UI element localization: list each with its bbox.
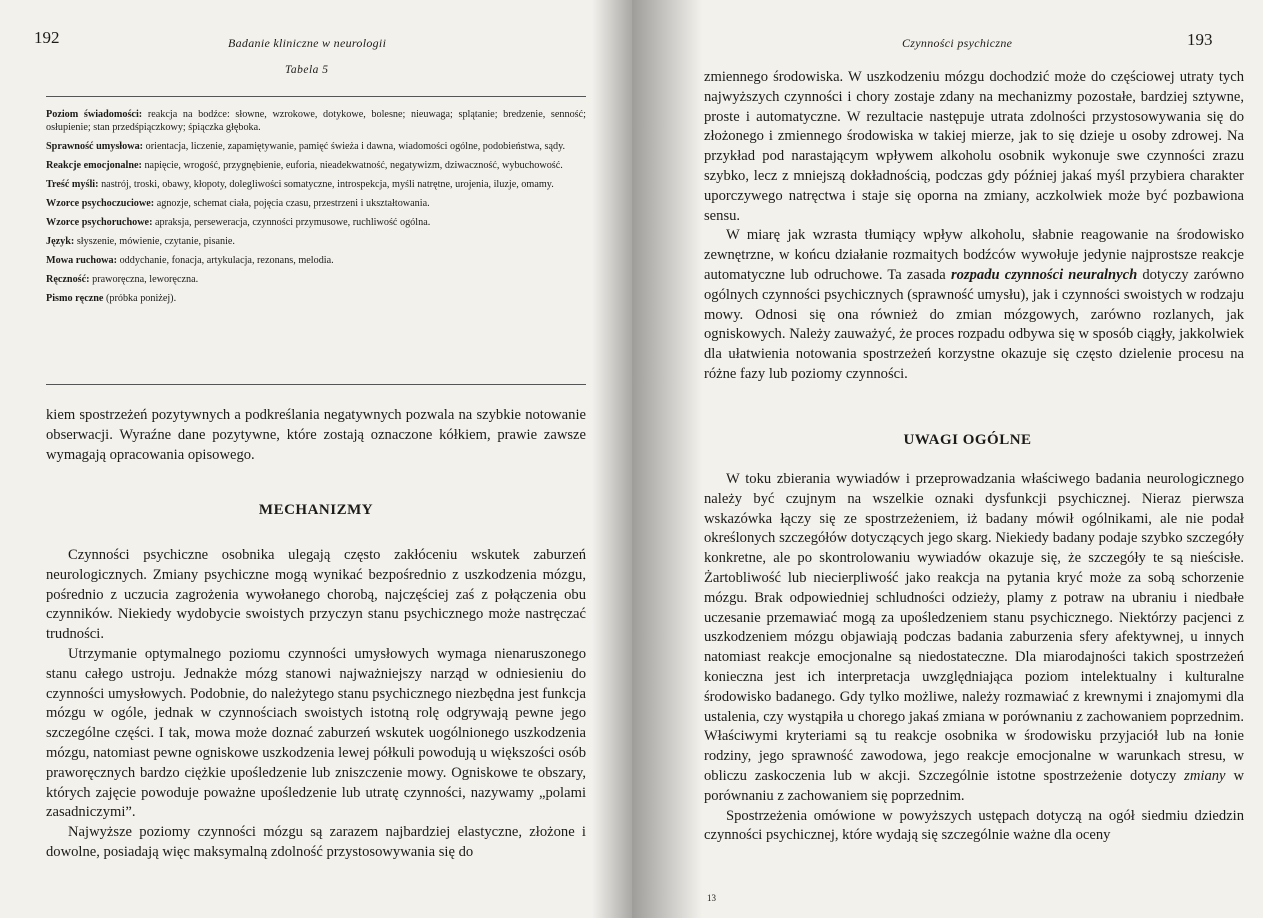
table-row: Język: słyszenie, mówienie, czytanie, pisanie. <box>46 236 235 247</box>
table-bottom-rule <box>46 384 586 385</box>
page-number-left: 192 <box>34 28 60 47</box>
table-row: Reakcje emocjonalne: napięcie, wrogość, przygnębienie, euforia, nieadekwatność, negatywizm, dziwaczność, wybuchowość. <box>46 160 563 171</box>
table-row: Wzorce psychoczuciowe: agnozje, schemat ciała, pojęcia czasu, przestrzeni i ukształtowania. <box>46 198 430 209</box>
table-row: Mowa ruchowa: oddychanie, fonacja, artykulacja, rezonans, melodia. <box>46 255 334 266</box>
section-heading-uwagi-ogolne: UWAGI OGÓLNE <box>903 432 1032 448</box>
gutter-shadow <box>632 0 702 918</box>
body-text-general-remarks <box>704 470 1244 846</box>
body-text-mechanisms <box>46 546 586 863</box>
running-head-left: Badanie kliniczne w neurologii <box>228 36 387 50</box>
section-heading-mechanizmy: MECHANIZMY <box>258 502 374 518</box>
table-title: Tabela 5 <box>285 64 329 76</box>
body-text-continued <box>704 68 1244 385</box>
table-row: Poziom świadomości: reakcja na bodźce: słowne, wzrokowe, dotykowe, bolesne; nieuwaga; splątanie; bredzenie, senność; osłupienie; stan przedśpiączkowy; śpiączka głęboka. <box>46 109 587 133</box>
table-row: Pismo ręczne (próbka poniżej). <box>46 293 177 304</box>
paragraph: W miarę jak wzrasta tłumiący wpływ alkoholu, słabnie reagowanie na środowisko zewnętrzne, w końcu działanie rozmaitych bodźców wywołuje jedynie najprostsze reakcje automatyczne lub odruchowe. Ta zasada rozpadu czynności neuralnych dotyczy zarówno ogólnych czynności psychicznych (sprawność umysłu), jak i czynności swoistych w rodzaju mowy. Odnosi się ona również do zmian mózgowych, zarówno rozlanych, jak ogniskowych. Należy zauważyć, że proces rozpadu odbywa się w sposób ciągły, jakkolwiek dla ułatwienia notowania spostrzeżeń korzystne okazuje się często dzielenie procesu na różne fazy lub poziomy czynności. <box>704 227 1244 382</box>
table-row: Treść myśli: nastrój, troski, obawy, kłopoty, dolegliwości somatyczne, introspekcja, myśli natrętne, urojenia, iluzje, omamy. <box>46 179 554 190</box>
table-top-rule <box>46 96 586 97</box>
paragraph: zmiennego środowiska. W uszkodzeniu mózgu dochodzić może do częściowej utraty tych najwyższych czynności i chory zostaje zdany na mechanizmy pozostałe, bardziej sztywne, proste i automatyczne. W rezultacie następuje utrata zdolności przystosowywania się do złożonego i zmiennego środowiska w takiej mierze, jak to się dzieje u osoby zdrowej. Na przykład pod narastającym wpływem alkoholu osobnik wykonuje swe czynności zrazu szybko, lecz z mniejszą dokładnością, podczas gdy później jakaś myśl przybiera charakter uporczywego natręctwa i staje się oporna na zmiany, aczkolwiek może być pozbawiona sensu. <box>704 69 1244 224</box>
table-row: Wzorce psychoruchowe: apraksja, perseweracja, czynności przymusowe, ruchliwość ogólna. <box>46 217 431 228</box>
paragraph: Najwyższe poziomy czynności mózgu są zarazem najbardziej elastyczne, złożone i dowolne, posiadają więc maksymalną zdolność przystosowywania się do <box>46 824 586 860</box>
table-row: Ręczność: praworęczna, leworęczna. <box>46 274 199 285</box>
paragraph: Czynności psychiczne osobnika ulegają często zakłóceniu wskutek zaburzeń neurologicznych. Zmiany psychiczne mogą wynikać bezpośrednio z uszkodzenia mózgu, pośrednio z uczucia zagrożenia wywołanego chorobą, najczęściej zaś z połączenia obu czynników. Niekiedy wydobycie swoistych przyczyn stanu psychicznego może nastręczać trudności. <box>46 547 586 643</box>
running-head-right: Czynności psychiczne <box>902 36 1013 50</box>
gutter-shadow <box>592 0 632 918</box>
page-number-right: 193 <box>1187 30 1213 49</box>
paragraph: Spostrzeżenia omówione w powyższych ustępach dotyczą na ogół siedmiu dziedzin czynności psychicznej, które wydają się szczególnie ważne dla oceny <box>704 807 1244 844</box>
paragraph: kiem spostrzeżeń pozytywnych a podkreślania negatywnych pozwala na szybkie notowanie obserwacji. Wyraźne dane pozytywne, które zostają oznaczone kółkiem, prawie zawsze wymagają opracowania opisowego. <box>46 407 586 463</box>
table-5 <box>46 108 586 311</box>
body-text-intro <box>46 406 586 465</box>
paragraph: Utrzymanie optymalnego poziomu czynności umysłowych wymaga nienaruszonego stanu całego ustroju. Jednakże mózg stanowi najważniejszy narząd w odniesieniu do czynności umysłowych. Podobnie, do należytego stanu psychicznego niezbędna jest funkcja mózgu w ogóle, jednak w czynnościach swoistych istotną rolę odgrywają pewne jego szczególne części. I tak, mowa może doznać zaburzeń wskutek uogólnionego uszkodzenia mózgu, natomiast pewne ogniskowe uszkodzenia lewej półkuli powodują u większości osób praworęcznych bardzo ciężkie upośledzenie lub zniszczenie mowy. Ogniskowe te obszary, których zajęcie powoduje poważne upośledzenie lub utratę czynności, nazywamy „polami zasadniczymi”. <box>46 645 586 821</box>
table-row: Sprawność umysłowa: orientacja, liczenie, zapamiętywanie, pamięć świeża i dawna, wiadomości ogólne, podobieństwa, sądy. <box>46 141 566 152</box>
signature-mark: 13 <box>707 893 716 903</box>
right-page <box>632 0 1263 918</box>
paragraph: W toku zbierania wywiadów i przeprowadzania właściwego badania neurologicznego należy być czujnym na wszelkie oznaki dysfunkcji psychicznej. Nieraz pierwsza wskazówka łączy się ze spostrzeżeniem, iż badany mówił ogólnikami, ale nie podał określonych szczegółów dotyczących jego skarg. Niekiedy badany podaje szybko szczegóły konkretne, ale po skontrolowaniu wywiadów okazuje się, że szczegóły te są nieścisłe. Żartobliwość lub niecierpliwość jako reakcja na pytania kryć może za sobą schorzenie mózgu. Brak odpowiedniej schludności odzieży, plamy z potraw na ubraniu i niedbałe uczesanie przemawiać mogą za upośledzeniem stanu psychicznego. Niektórzy pacjenci z uszkodzeniem mózgu objawiają podczas badania zaburzenia sfery afektywnej, u innych natomiast reakcje emocjonalne są niedostateczne. Dla miarodajności takich spostrzeżeń konieczna jest ich interpretacja uwzględniająca poziom intelektualny i kulturalne środowisko badanego. Gdy tylko możliwe, należy rozmawiać z krewnymi i znajomymi dla ustalenia, czy wystąpiła u chorego jakaś zmiana w porównaniu z zachowaniem poprzednim. Właściwymi kryteriami są tu reakcje osobnika w środowisku przyjaciół lub na łonie rodziny, jego sprawność zawodowa, jego reakcje emocjonalne w warunkach stresu, w obliczu zaskoczenia lub w akcji. Szczególnie istotne spostrzeżenie dotyczy zmiany w porównaniu z zachowaniem się poprzednim. <box>704 471 1244 804</box>
